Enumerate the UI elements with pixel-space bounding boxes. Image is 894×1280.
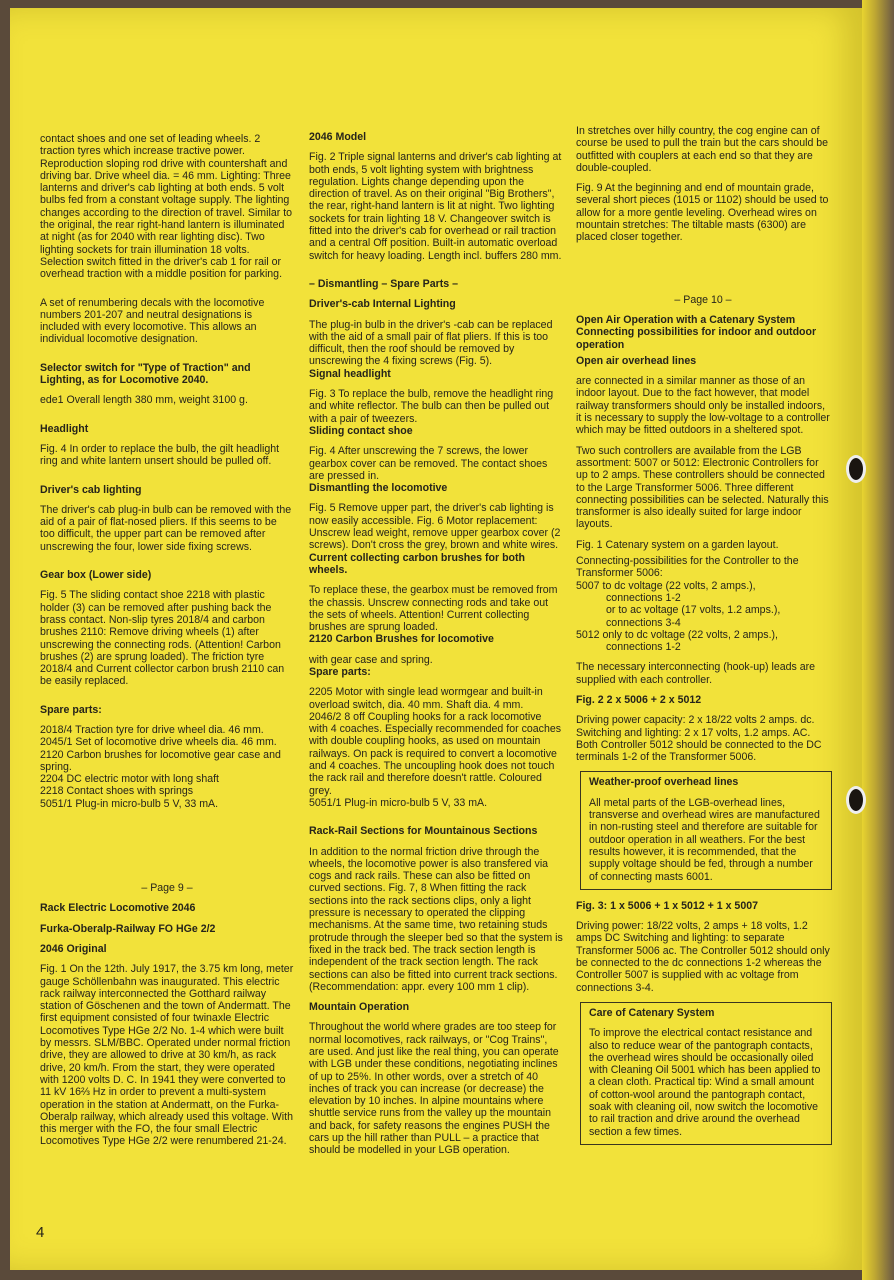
care-catenary-heading: Care of Catenary System	[589, 1006, 715, 1019]
hilly-paragraph: In stretches over hilly country, the cog engine can of course be used to pull the train but the cars should be outfitted with couplers at each end so that they are double-coupled.	[576, 125, 829, 174]
headlight-paragraph: Fig. 4 In order to replace the bulb, the gilt headlight ring and white lantern unsert should be pulled off.	[40, 442, 280, 468]
dismantling-heading: – Dismantling – Spare Parts –	[309, 277, 458, 290]
carbon-brushes-paragraph: To replace these, the gearbox must be removed from the chassis. Unscrew connecting rods and take out the sets of wheels. Attention! Current collecting brushes are sprung loaded.	[309, 584, 558, 634]
spare-part-hooks: 2046/2 8 off Coupling hooks for a rack locomotive with 4 coaches. Especially recommended for coaches with double coupling hooks, as used on mountain railways. On pack is required to convert a locomotive and 4 coaches. The uncoupling hook does not touch the rack rail and therefore doesn't rattle. Coloured grey.	[309, 710, 562, 797]
spare-parts-heading: Spare parts:	[40, 703, 102, 716]
column-2	[309, 131, 563, 1165]
weather-proof-paragraph: All metal parts of the LGB-overhead lines, transverse and overhead wires are manufactured in non-rusting steel and therefore are suitable for outdoor operation in all weathers. For the best results however, it is recommended, that the supply voltage should be fed, through a number of connecting masts 6001.	[589, 796, 820, 883]
mountain-paragraph: Throughout the world where grades are too steep for normal locomotives, rack railways, or "Cog Trains", are used. And just like the real thing, you can operate with LGB under these conditions, negotiating inclines of up to 25%. In other words, over a stretch of 40 inches of track you can increase (or decrease) the elevation by 10 inches. In alpine mountains where shuttle service runs from the valley up the mountain and back, for safety reasons the engines PUSH the cars up the hill rather than PULL – a practice that should be modelled in your LGB operation.	[309, 1021, 559, 1157]
original-paragraph: Fig. 1 On the 12th. July 1917, the 3.75 km long, meter gauge Schöllenbahn was inaugurated. This electric rack railway interconnected the Gotthard railway station of Göschenen and the town of Andermatt. The first equipment consisted of four twinaxle Electric Locomotives Type HGe 2/2 No. 1-4 which were built by messrs. SLM/BBC. Operated under normal friction drive, they are allowed to drive at 30 km/h, as rack drive, 20 km/h. From the start, they were operated with 1200 volts D. C. In 1941 they were converted to 11 kV 16⅔ Hz in order to prevent a multi-system operation in the station at Andermatt, on the Furka-Oberalp railway, which already used this voltage. With this merger with the FO, the four small Electric Locomotives Type HGe 2/2 were renumbered 21-24.	[40, 963, 294, 1148]
connection-list	[576, 580, 830, 654]
rack-loco-title: Rack Electric Locomotive 2046	[40, 902, 196, 915]
overhead-lines-paragraph: are connected in a similar manner as those of an indoor layout. Due to the fact however, that model railway transformers should only be installed indoors, it is necessary to supply the low-voltage to a controller which may be fitted outdoors in a sheltered spot.	[576, 375, 830, 437]
signal-headlight-heading: Signal headlight	[309, 367, 391, 380]
carbon-2120-paragraph: with gear case and spring.	[309, 653, 433, 666]
connection-line: connections 1-2	[606, 591, 681, 604]
connection-line: 5007 to dc voltage (22 volts, 2 amps.),	[576, 579, 756, 592]
carbon-2120-heading: 2120 Carbon Brushes for locomotive	[309, 633, 494, 646]
dismantling-loco-heading: Dismantling the locomotive	[309, 482, 448, 495]
open-air-heading: Open Air Operation with a Catenary System Connecting possibilities for indoor and outdoor operation	[576, 313, 817, 351]
spare-part-motor: 2205 Motor with single lead wormgear and built-in overload switch, dia. 40 mm. Shaft dia. 4 mm.	[309, 686, 543, 711]
cab-lighting-heading: Driver's cab lighting	[40, 483, 142, 496]
model-heading: 2046 Model	[309, 131, 367, 143]
decals-paragraph: A set of renumbering decals with the locomotive numbers 201-207 and neutral designations is included with every locomotive. This allows an individual locomotive designation.	[40, 296, 265, 346]
weather-proof-heading: Weather-proof overhead lines	[589, 776, 739, 789]
rack-rail-paragraph: In addition to the normal friction drive through the wheels, the locomotive power is also transfered via cogs and rack rails. These can also be fitted on curved sections. Fig. 7, 8 When fitting the rack sections into the rack sections clips, only a light pressure is necessary to operated the clipping mechanisms. At the same time, two retaining studs protrude through the sleeper bed so that the system is fixed in the track bed. The track section length is independent of the track section length. The rack sections can also be fitted into current track sections. (Recommendation: appr. every 100 mm 1 clip).	[309, 845, 563, 993]
sliding-shoe-heading: Sliding contact shoe	[309, 424, 413, 437]
binder-hole	[846, 455, 866, 483]
cab-lighting-paragraph: The driver's cab plug-in bulb can be removed with the aid of a pair of flat-nosed pliers. If this seems to be too difficult, the upper part can be removed after unscrewing the four, lower side fixing screws.	[40, 503, 292, 553]
fig3-heading: Fig. 3: 1 x 5006 + 1 x 5012 + 1 x 5007	[576, 899, 758, 912]
gearbox-heading: Gear box (Lower side)	[40, 569, 152, 582]
spare-part-item: 5051/1 Plug-in micro-bulb 5 V, 33 mA.	[40, 797, 219, 810]
leads-paragraph: The necessary interconnecting (hook-up) leads are supplied with each controller.	[576, 661, 816, 686]
selector-heading: Selector switch for "Type of Traction" and Lighting, as for Locomotive 2040.	[40, 361, 251, 387]
connection-line: 5012 only to dc voltage (22 volts, 2 amps.),	[576, 628, 778, 641]
spare-part-bulb: 5051/1 Plug-in micro-bulb 5 V, 33 mA.	[309, 796, 488, 809]
original-heading: 2046 Original	[40, 942, 107, 955]
cab-internal-heading: Driver's-cab Internal Lighting	[309, 298, 456, 311]
fig2-paragraph: Driving power capacity: 2 x 18/22 volts 2 amps. dc. Switching and lighting: 2 x 17 volts, 1.2 amps. AC. Both Controller 5012 should be connected to the DC terminals 1-2 of the Transformer 5006.	[576, 714, 822, 764]
page-marker: – Page 9 –	[141, 882, 193, 895]
selector-paragraph: ede1 Overall length 380 mm, weight 3100 g.	[40, 394, 248, 407]
connection-line: connections 3-4	[606, 616, 681, 629]
fig2-heading: Fig. 2 2 x 5006 + 2 x 5012	[576, 693, 702, 706]
gearbox-paragraph: Fig. 5 The sliding contact shoe 2218 with plastic holder (3) can be removed after pushing back the brass contact. Non-slip tyres 2018/4 and carbon brushes 2110: Remove driving wheels (1) after unscrewing the connecting rods. (Attention! Carbon brushes (2) are sprung loaded). The friction tyre 2018/4 and Current collector carbon brush 2110 can be easily replaced.	[40, 589, 285, 688]
rack-loco-subtitle: Furka-Oberalp-Railway FO HGe 2/2	[40, 922, 216, 935]
spare-part-item: 2120 Carbon brushes for locomotive gear case and spring.	[40, 748, 281, 773]
rack-rail-heading: Rack-Rail Sections for Mountainous Sections	[309, 825, 538, 838]
model-paragraph: Fig. 2 Triple signal lanterns and driver's cab lighting at both ends, 5 volt lighting system with brightness regulation. Lights change depending upon the direction of travel. As on their original "Big Brothers", the rear, right-hand lantern is lit at night. Two lighting sockets for train lighting 18 V. Changeover switch is fitted into the driver's cab for overhead or rail traction and a central Off position. Built-in automatic overload switch for heavy loading. Length incl. buffers 280 mm.	[309, 151, 562, 262]
connection-line: or to ac voltage (17 volts, 1.2 amps.),	[606, 604, 781, 617]
overhead-lines-heading: Open air overhead lines	[576, 354, 697, 367]
intro-paragraph: contact shoes and one set of leading wheels. 2 traction tyres which increase tractive power. Reproduction sloping rod drive with countershaft and driving bar. Drive wheel dia. = 46 mm. Lighting: Three lanterns and driver's cab lighting at both ends. 5 volt bulbs fed from a constant voltage supply. The lighting changes according to the direction of travel. Similar to the original, the rear right-hand lantern is illuminated at night (as for 2040 with rear lighting disc). Two lighting sockets for train illumination 18 volts. Selection switch fitted in the driver's cab 1 for rail or overhead traction with a middle position for parking.	[40, 133, 293, 281]
headlight-heading: Headlight	[40, 422, 89, 435]
spare-part-item: 2204 DC electric motor with long shaft	[40, 773, 219, 786]
page-marker-10: – Page 10 –	[674, 293, 732, 306]
cab-internal-paragraph: The plug-in bulb in the driver's -cab can be replaced with the aid of a small pair of flat pliers. If this is too difficult, then the roof should be removed by unscrewing the 4 fixing screws (Fig. 5).	[309, 318, 553, 368]
mountain-heading: Mountain Operation	[309, 1001, 410, 1014]
connecting-intro: Connecting-possibilities for the Controller to the Transformer 5006:	[576, 555, 799, 580]
spare-part-item: 2218 Contact shoes with springs	[40, 785, 194, 798]
signal-headlight-paragraph: Fig. 3 To replace the bulb, remove the headlight ring and white reflector. The bulb can then be pulled out with a pair of tweezers.	[309, 388, 554, 425]
care-catenary-box	[580, 1002, 832, 1145]
column-3	[576, 125, 830, 1155]
binder-hole	[846, 786, 866, 814]
fig3-paragraph: Driving power: 18/22 volts, 2 amps + 18 volts, 1.2 amps DC Switching and lighting: to separate Transformer 5006 ac. The Controller 5012 should only be connected to the dc connections 1-2 whereas the Controller 5007 is supplied with ac voltage from connections 3-4.	[576, 920, 830, 994]
weather-proof-box	[580, 771, 832, 889]
page-number: 4	[36, 1224, 45, 1241]
dismantling-loco-paragraph: Fig. 5 Remove upper part, the driver's cab lighting is now easily accessible. Fig. 6 Motor replacement: Unscrew lead weight, remove upper gearbox cover (2 screws). Don't cross the grey, brown and white wires.	[309, 502, 561, 552]
spare-part-item: 2018/4 Traction tyre for drive wheel dia. 46 mm.	[40, 723, 264, 736]
controllers-paragraph: Two such controllers are available from the LGB assortment: 5007 or 5012: Electronic Controllers for up to 2 amps. These controllers should be connected to the Large Transformer 5006. Three different connecting possibilities can be selected. Naturally this transformer is also ideally suited for large indoor layouts.	[576, 444, 829, 531]
spare-part-item: 2045/1 Set of locomotive drive wheels dia. 46 mm.	[40, 736, 277, 749]
spare-parts-list	[40, 724, 294, 810]
spare-parts-heading-2: Spare parts:	[309, 665, 371, 678]
care-catenary-paragraph: To improve the electrical contact resistance and also to reduce wear of the pantograph contacts, the overhead wires should be occasionally oiled with Cleaning Oil 5001 which has been applied to a clean cloth. Practical tip: Wind a small amount of cotton-wool around the pantograph contact, soak with cleaning oil, now switch the locomotive to rail traction and drive around the overhead section a few times.	[589, 1027, 821, 1138]
fig1-caption: Fig. 1 Catenary system on a garden layout.	[576, 538, 779, 551]
page-edge	[862, 0, 894, 1280]
fig9-paragraph: Fig. 9 At the beginning and end of mountain grade, several short pieces (1015 or 1102) should be used to allow for a more gentle leveling. Overhead wires on mountain stretches: The tiltable masts (6300) are placed closer together.	[576, 182, 829, 244]
column-1	[40, 133, 294, 1156]
sliding-shoe-paragraph: Fig. 4 After unscrewing the 7 screws, the lower gearbox cover can be removed. The contact shoes are pressed in.	[309, 445, 548, 482]
connection-line: connections 1-2	[606, 641, 681, 654]
carbon-brushes-heading: Current collecting carbon brushes for both wheels.	[309, 551, 526, 576]
